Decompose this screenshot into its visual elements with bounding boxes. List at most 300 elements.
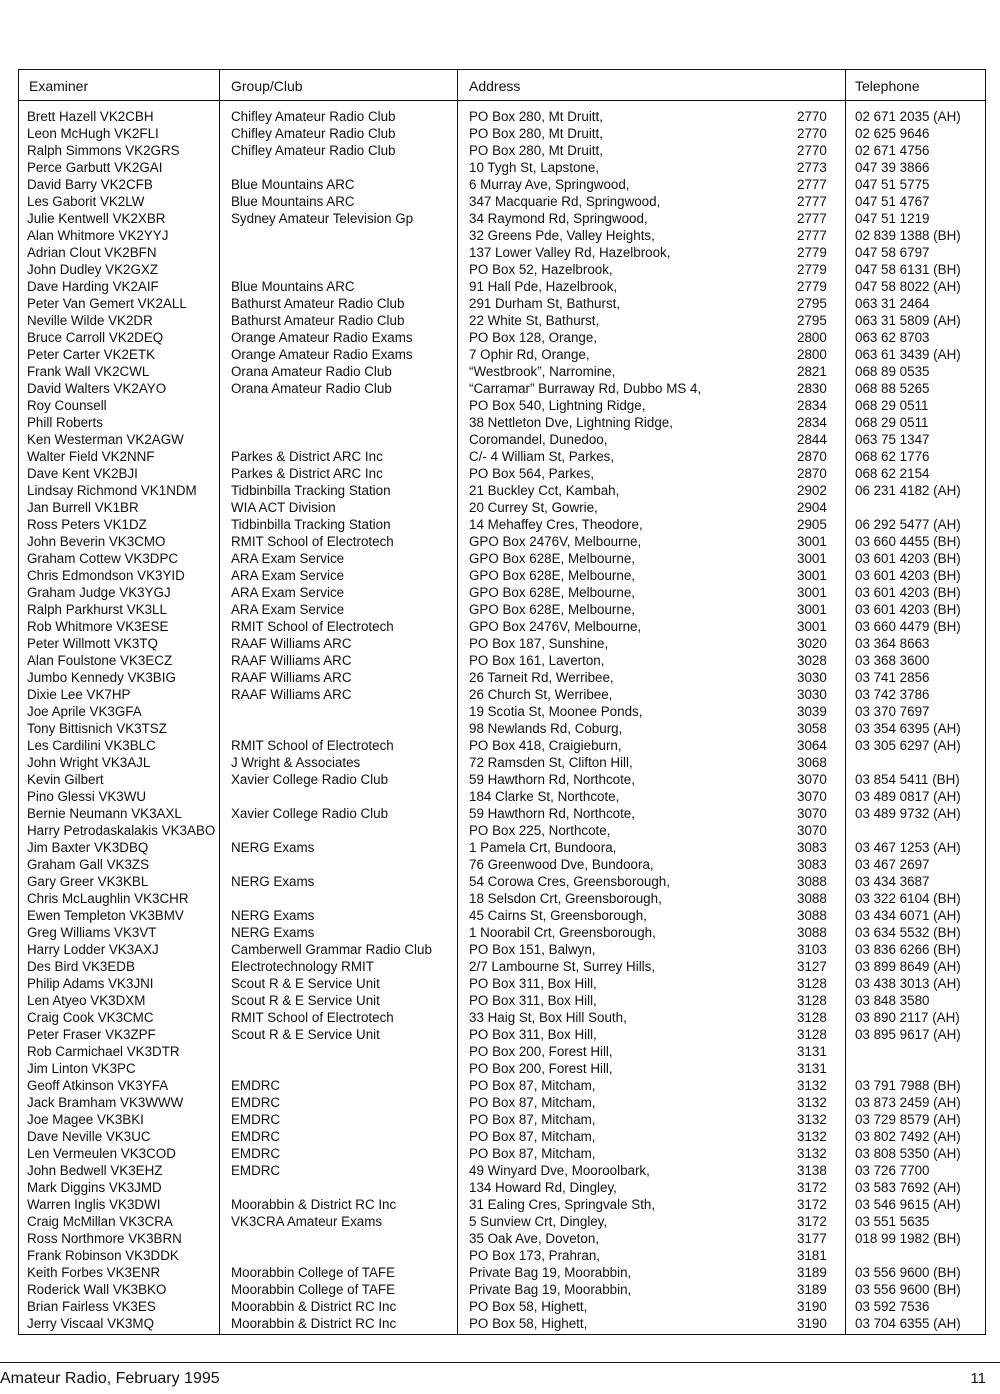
table-row xyxy=(19,1179,985,1196)
postcode-cell: 3028 xyxy=(797,653,827,668)
table-row xyxy=(19,839,985,856)
telephone-cell: 03 848 3580 xyxy=(855,993,930,1008)
group-cell: Xavier College Radio Club xyxy=(231,772,389,787)
group-cell: Sydney Amateur Television Gp xyxy=(231,211,414,226)
table-row xyxy=(19,346,985,363)
examiner-cell: Les Cardilini VK3BLC xyxy=(27,738,156,753)
telephone-cell: 03 467 2697 xyxy=(855,857,930,872)
postcode-cell: 3070 xyxy=(797,806,827,821)
telephone-cell: 03 704 6355 (AH) xyxy=(855,1316,961,1331)
telephone-cell: 047 58 6797 xyxy=(855,245,930,260)
examiner-cell: Jim Baxter VK3DBQ xyxy=(27,840,149,855)
address-cell: 6 Murray Ave, Springwood, xyxy=(469,177,630,192)
address-cell: 19 Scotia St, Moonee Ponds, xyxy=(469,704,643,719)
telephone-cell: 03 854 5411 (BH) xyxy=(855,772,960,787)
table-row xyxy=(19,873,985,890)
table-row xyxy=(19,108,985,125)
group-cell: J Wright & Associates xyxy=(231,755,361,770)
postcode-cell: 3138 xyxy=(797,1163,827,1178)
address-cell: GPO Box 628E, Melbourne, xyxy=(469,602,635,617)
postcode-cell: 2779 xyxy=(797,245,827,260)
table-row xyxy=(19,1077,985,1094)
examiner-cell: Alan Foulstone VK3ECZ xyxy=(27,653,173,668)
address-cell: PO Box 418, Craigieburn, xyxy=(469,738,622,753)
table-row xyxy=(19,567,985,584)
examiner-cell: Joe Aprile VK3GFA xyxy=(27,704,142,719)
group-cell: Moorabbin & District RC Inc xyxy=(231,1197,397,1212)
telephone-cell: 03 305 6297 (AH) xyxy=(855,738,961,753)
postcode-cell: 3001 xyxy=(797,619,827,634)
postcode-cell: 3088 xyxy=(797,908,827,923)
examiner-cell: Lindsay Richmond VK1NDM xyxy=(27,483,197,498)
table-row xyxy=(19,992,985,1009)
table-row xyxy=(19,958,985,975)
table-row xyxy=(19,499,985,516)
telephone-cell: 03 601 4203 (BH) xyxy=(855,568,961,583)
examiner-cell: Neville Wilde VK2DR xyxy=(27,313,153,328)
postcode-cell: 3058 xyxy=(797,721,827,736)
postcode-cell: 2770 xyxy=(797,126,827,141)
postcode-cell: 2777 xyxy=(797,194,827,209)
group-cell: Bathurst Amateur Radio Club xyxy=(231,313,405,328)
group-cell: ARA Exam Service xyxy=(231,602,345,617)
table-row xyxy=(19,448,985,465)
address-cell: PO Box 200, Forest Hill, xyxy=(469,1061,613,1076)
examiner-cell: Les Gaborit VK2LW xyxy=(27,194,145,209)
address-cell: PO Box 161, Laverton, xyxy=(469,653,605,668)
address-cell: PO Box 151, Balwyn, xyxy=(469,942,596,957)
table-row xyxy=(19,907,985,924)
table-row xyxy=(19,414,985,431)
telephone-cell: 063 62 8703 xyxy=(855,330,930,345)
postcode-cell: 3132 xyxy=(797,1129,827,1144)
telephone-cell: 03 364 8663 xyxy=(855,636,930,651)
telephone-cell: 018 99 1982 (BH) xyxy=(855,1231,961,1246)
address-cell: 291 Durham St, Bathurst, xyxy=(469,296,621,311)
postcode-cell: 2905 xyxy=(797,517,827,532)
postcode-cell: 3070 xyxy=(797,823,827,838)
address-cell: PO Box 87, Mitcham, xyxy=(469,1146,596,1161)
table-row xyxy=(19,635,985,652)
examiner-cell: Graham Judge VK3YGJ xyxy=(27,585,171,600)
examiner-cell: Jerry Viscaal VK3MQ xyxy=(27,1316,155,1331)
table-row xyxy=(19,1060,985,1077)
group-cell: Blue Mountains ARC xyxy=(231,279,355,294)
postcode-cell: 3127 xyxy=(797,959,827,974)
telephone-cell: 03 802 7492 (AH) xyxy=(855,1129,961,1144)
telephone-cell: 068 88 5265 xyxy=(855,381,930,396)
postcode-cell: 3181 xyxy=(797,1248,827,1263)
table-row xyxy=(19,1196,985,1213)
telephone-cell: 03 660 4479 (BH) xyxy=(855,619,961,634)
examiner-cell: Len Vermeulen VK3COD xyxy=(27,1146,176,1161)
address-cell: 49 Winyard Dve, Mooroolbark, xyxy=(469,1163,650,1178)
examiner-cell: Pino Glessi VK3WU xyxy=(27,789,147,804)
address-cell: 134 Howard Rd, Dingley, xyxy=(469,1180,617,1195)
address-cell: 137 Lower Valley Rd, Hazelbrook, xyxy=(469,245,671,260)
examiner-cell: Keith Forbes VK3ENR xyxy=(27,1265,161,1280)
telephone-cell: 03 438 3013 (AH) xyxy=(855,976,961,991)
examiner-cell: John Beverin VK3CMO xyxy=(27,534,166,549)
table-row xyxy=(19,142,985,159)
telephone-cell: 03 742 3786 xyxy=(855,687,930,702)
telephone-cell: 03 808 5350 (AH) xyxy=(855,1146,961,1161)
telephone-cell: 03 601 4203 (BH) xyxy=(855,551,961,566)
group-cell: Camberwell Grammar Radio Club xyxy=(231,942,432,957)
telephone-cell: 03 322 6104 (BH) xyxy=(855,891,961,906)
table-row xyxy=(19,550,985,567)
telephone-cell: 03 729 8579 (AH) xyxy=(855,1112,961,1127)
postcode-cell: 3088 xyxy=(797,891,827,906)
address-cell: 34 Raymond Rd, Springwood, xyxy=(469,211,648,226)
address-cell: PO Box 58, Highett, xyxy=(469,1316,588,1331)
address-cell: 21 Buckley Cct, Kambah, xyxy=(469,483,620,498)
table-row xyxy=(19,533,985,550)
address-cell: 45 Cairns St, Greensborough, xyxy=(469,908,647,923)
address-cell: 1 Noorabil Crt, Greensborough, xyxy=(469,925,656,940)
address-cell: PO Box 173, Prahran, xyxy=(469,1248,601,1263)
address-cell: GPO Box 628E, Melbourne, xyxy=(469,551,635,566)
postcode-cell: 2870 xyxy=(797,449,827,464)
address-cell: PO Box 87, Mitcham, xyxy=(469,1129,596,1144)
address-cell: PO Box 87, Mitcham, xyxy=(469,1112,596,1127)
address-cell: 1 Pamela Crt, Bundoora, xyxy=(469,840,617,855)
address-cell: Coromandel, Dunedoo, xyxy=(469,432,608,447)
telephone-cell: 03 660 4455 (BH) xyxy=(855,534,961,549)
postcode-cell: 2795 xyxy=(797,296,827,311)
telephone-cell: 03 368 3600 xyxy=(855,653,930,668)
group-cell: Scout R & E Service Unit xyxy=(231,976,380,991)
examiner-cell: Dave Harding VK2AIF xyxy=(27,279,159,294)
telephone-cell: 03 370 7697 xyxy=(855,704,930,719)
address-cell: PO Box 128, Orange, xyxy=(469,330,598,345)
group-cell: Blue Mountains ARC xyxy=(231,194,355,209)
header-rule xyxy=(19,100,985,101)
group-cell: NERG Exams xyxy=(231,874,315,889)
examiner-cell: Walter Field VK2NNF xyxy=(27,449,155,464)
address-cell: PO Box 311, Box Hill, xyxy=(469,976,597,991)
examiner-cell: Ross Peters VK1DZ xyxy=(27,517,147,532)
table-row xyxy=(19,465,985,482)
group-cell: NERG Exams xyxy=(231,908,315,923)
telephone-cell: 03 489 0817 (AH) xyxy=(855,789,961,804)
group-cell: Electrotechnology RMIT xyxy=(231,959,374,974)
table-row xyxy=(19,516,985,533)
examiner-cell: Roderick Wall VK3BKO xyxy=(27,1282,167,1297)
postcode-cell: 2777 xyxy=(797,211,827,226)
examiner-cell: Ralph Parkhurst VK3LL xyxy=(27,602,167,617)
address-cell: 2/7 Lambourne St, Surrey Hills, xyxy=(469,959,656,974)
examiner-cell: John Wright VK3AJL xyxy=(27,755,151,770)
table-row xyxy=(19,244,985,261)
table-row xyxy=(19,890,985,907)
postcode-cell: 3001 xyxy=(797,585,827,600)
postcode-cell: 2777 xyxy=(797,177,827,192)
group-cell: EMDRC xyxy=(231,1146,281,1161)
examiner-cell: Ralph Simmons VK2GRS xyxy=(27,143,180,158)
group-cell: Orange Amateur Radio Exams xyxy=(231,330,413,345)
table-row xyxy=(19,125,985,142)
address-cell: 347 Macquarie Rd, Springwood, xyxy=(469,194,661,209)
telephone-cell: 068 89 0535 xyxy=(855,364,930,379)
telephone-cell: 02 671 2035 (AH) xyxy=(855,109,961,124)
telephone-cell: 063 75 1347 xyxy=(855,432,930,447)
address-cell: PO Box 540, Lightning Ridge, xyxy=(469,398,646,413)
examiner-cell: Frank Robinson VK3DDK xyxy=(27,1248,179,1263)
address-cell: 10 Tygh St, Lapstone, xyxy=(469,160,600,175)
telephone-cell: 03 601 4203 (BH) xyxy=(855,602,961,617)
postcode-cell: 3088 xyxy=(797,874,827,889)
table-row xyxy=(19,941,985,958)
table-row xyxy=(19,584,985,601)
table-row xyxy=(19,1111,985,1128)
table-row xyxy=(19,312,985,329)
postcode-cell: 3189 xyxy=(797,1282,827,1297)
examiner-cell: Chris McLaughlin VK3CHR xyxy=(27,891,189,906)
address-cell: 59 Hawthorn Rd, Northcote, xyxy=(469,772,635,787)
table-row xyxy=(19,1230,985,1247)
table-row xyxy=(19,1162,985,1179)
postcode-cell: 2770 xyxy=(797,109,827,124)
address-cell: PO Box 87, Mitcham, xyxy=(469,1078,596,1093)
table-row xyxy=(19,261,985,278)
table-row xyxy=(19,1009,985,1026)
address-cell: PO Box 225, Northcote, xyxy=(469,823,611,838)
group-cell: Orange Amateur Radio Exams xyxy=(231,347,413,362)
examiner-cell: Ewen Templeton VK3BMV xyxy=(27,908,184,923)
telephone-cell: 03 741 2856 xyxy=(855,670,930,685)
examiner-cell: Harry Petrodaskalakis VK3ABO xyxy=(27,823,216,838)
group-cell: Orana Amateur Radio Club xyxy=(231,364,392,379)
table-row xyxy=(19,1264,985,1281)
examiner-cell: Dave Neville VK3UC xyxy=(27,1129,151,1144)
table-row xyxy=(19,805,985,822)
table-row xyxy=(19,159,985,176)
group-cell: Moorabbin College of TAFE xyxy=(231,1282,395,1297)
telephone-cell: 03 551 5635 xyxy=(855,1214,930,1229)
group-cell: EMDRC xyxy=(231,1129,281,1144)
examiner-cell: Harry Lodder VK3AXJ xyxy=(27,942,159,957)
postcode-cell: 2902 xyxy=(797,483,827,498)
examiner-cell: Gary Greer VK3KBL xyxy=(27,874,149,889)
group-cell: RAAF Williams ARC xyxy=(231,670,352,685)
postcode-cell: 3131 xyxy=(797,1061,827,1076)
postcode-cell: 2821 xyxy=(797,364,827,379)
address-cell: PO Box 311, Box Hill, xyxy=(469,1027,597,1042)
address-cell: 54 Corowa Cres, Greensborough, xyxy=(469,874,670,889)
address-cell: 76 Greenwood Dve, Bundoora, xyxy=(469,857,654,872)
table-row xyxy=(19,822,985,839)
address-cell: 91 Hall Pde, Hazelbrook, xyxy=(469,279,618,294)
examiner-cell: Tony Bittisnich VK3TSZ xyxy=(27,721,167,736)
examiner-cell: Leon McHugh VK2FLI xyxy=(27,126,159,141)
address-cell: “Carramar” Burraway Rd, Dubbo MS 4, xyxy=(469,381,702,396)
examiner-cell: Greg Williams VK3VT xyxy=(27,925,157,940)
table-row xyxy=(19,1145,985,1162)
group-cell: NERG Exams xyxy=(231,925,315,940)
group-cell: Scout R & E Service Unit xyxy=(231,993,380,1008)
examiner-cell: Brian Fairless VK3ES xyxy=(27,1299,156,1314)
group-cell: VK3CRA Amateur Exams xyxy=(231,1214,383,1229)
examiner-cell: Graham Gall VK3ZS xyxy=(27,857,150,872)
telephone-cell: 03 895 9617 (AH) xyxy=(855,1027,961,1042)
address-cell: 98 Newlands Rd, Coburg, xyxy=(469,721,623,736)
examiner-cell: Peter Fraser VK3ZPF xyxy=(27,1027,156,1042)
examiner-cell: Dixie Lee VK7HP xyxy=(27,687,131,702)
postcode-cell: 3103 xyxy=(797,942,827,957)
postcode-cell: 3172 xyxy=(797,1197,827,1212)
examiner-cell: David Barry VK2CFB xyxy=(27,177,153,192)
group-cell: Scout R & E Service Unit xyxy=(231,1027,380,1042)
table-row xyxy=(19,975,985,992)
postcode-cell: 3190 xyxy=(797,1316,827,1331)
examiner-cell: Jack Bramham VK3WWW xyxy=(27,1095,184,1110)
postcode-cell: 3039 xyxy=(797,704,827,719)
examiner-cell: Dave Kent VK2BJI xyxy=(27,466,138,481)
header-address: Address xyxy=(469,78,521,94)
examiner-cell: Brett Hazell VK2CBH xyxy=(27,109,154,124)
table-row xyxy=(19,1213,985,1230)
table-row xyxy=(19,193,985,210)
postcode-cell: 3030 xyxy=(797,687,827,702)
telephone-cell: 03 592 7536 xyxy=(855,1299,930,1314)
examiners-table xyxy=(18,69,986,1335)
telephone-cell: 047 39 3866 xyxy=(855,160,930,175)
table-row xyxy=(19,686,985,703)
table-row xyxy=(19,380,985,397)
table-row xyxy=(19,227,985,244)
examiner-cell: David Walters VK2AYO xyxy=(27,381,167,396)
examiner-cell: Phill Roberts xyxy=(27,415,103,430)
table-row xyxy=(19,754,985,771)
address-cell: 31 Ealing Cres, Springvale Sth, xyxy=(469,1197,656,1212)
address-cell: 26 Church St, Werribee, xyxy=(469,687,613,702)
postcode-cell: 3083 xyxy=(797,840,827,855)
postcode-cell: 3001 xyxy=(797,568,827,583)
telephone-cell: 03 634 5532 (BH) xyxy=(855,925,961,940)
table-row xyxy=(19,669,985,686)
telephone-cell: 047 51 1219 xyxy=(855,211,930,226)
group-cell: Blue Mountains ARC xyxy=(231,177,355,192)
postcode-cell: 3068 xyxy=(797,755,827,770)
postcode-cell: 2834 xyxy=(797,415,827,430)
postcode-cell: 3128 xyxy=(797,976,827,991)
postcode-cell: 3132 xyxy=(797,1078,827,1093)
table-row xyxy=(19,397,985,414)
postcode-cell: 2777 xyxy=(797,228,827,243)
telephone-cell: 068 62 1776 xyxy=(855,449,930,464)
group-cell: EMDRC xyxy=(231,1095,281,1110)
telephone-cell: 06 231 4182 (AH) xyxy=(855,483,961,498)
group-cell: Moorabbin & District RC Inc xyxy=(231,1299,397,1314)
table-row xyxy=(19,278,985,295)
address-cell: 33 Haig St, Box Hill South, xyxy=(469,1010,627,1025)
address-cell: PO Box 58, Highett, xyxy=(469,1299,588,1314)
telephone-cell: 03 791 7988 (BH) xyxy=(855,1078,961,1093)
group-cell: EMDRC xyxy=(231,1112,281,1127)
group-cell: ARA Exam Service xyxy=(231,568,345,583)
examiner-cell: Jim Linton VK3PC xyxy=(27,1061,136,1076)
address-cell: 72 Ramsden St, Clifton Hill, xyxy=(469,755,633,770)
examiner-cell: John Dudley VK2GXZ xyxy=(27,262,158,277)
address-cell: Private Bag 19, Moorabbin, xyxy=(469,1265,632,1280)
postcode-cell: 3172 xyxy=(797,1214,827,1229)
postcode-cell: 3001 xyxy=(797,534,827,549)
header-group-club: Group/Club xyxy=(231,78,303,94)
group-cell: RMIT School of Electrotech xyxy=(231,738,394,753)
address-cell: PO Box 280, Mt Druitt, xyxy=(469,109,603,124)
examiner-cell: Kevin Gilbert xyxy=(27,772,104,787)
telephone-cell: 047 51 4767 xyxy=(855,194,930,209)
telephone-cell: 03 434 6071 (AH) xyxy=(855,908,961,923)
table-row xyxy=(19,482,985,499)
address-cell: 20 Currey St, Gowrie, xyxy=(469,500,598,515)
group-cell: EMDRC xyxy=(231,1163,281,1178)
address-cell: PO Box 200, Forest Hill, xyxy=(469,1044,613,1059)
postcode-cell: 3030 xyxy=(797,670,827,685)
table-row xyxy=(19,363,985,380)
group-cell: RMIT School of Electrotech xyxy=(231,619,394,634)
table-row xyxy=(19,601,985,618)
header-examiner: Examiner xyxy=(29,78,89,94)
telephone-cell: 03 354 6395 (AH) xyxy=(855,721,961,736)
examiner-cell: Craig McMillan VK3CRA xyxy=(27,1214,173,1229)
telephone-cell: 03 873 2459 (AH) xyxy=(855,1095,961,1110)
group-cell: ARA Exam Service xyxy=(231,551,345,566)
address-cell: 38 Nettleton Dve, Lightning Ridge, xyxy=(469,415,673,430)
examiner-cell: Philip Adams VK3JNI xyxy=(27,976,154,991)
address-cell: 18 Selsdon Crt, Greensborough, xyxy=(469,891,662,906)
examiner-cell: Perce Garbutt VK2GAI xyxy=(27,160,163,175)
examiner-cell: Rob Carmichael VK3DTR xyxy=(27,1044,180,1059)
group-cell: NERG Exams xyxy=(231,840,315,855)
examiner-cell: Frank Wall VK2CWL xyxy=(27,364,150,379)
postcode-cell: 3020 xyxy=(797,636,827,651)
address-cell: 32 Greens Pde, Valley Heights, xyxy=(469,228,655,243)
table-row xyxy=(19,652,985,669)
postcode-cell: 3064 xyxy=(797,738,827,753)
telephone-cell: 02 625 9646 xyxy=(855,126,930,141)
examiner-cell: Peter Willmott VK3TQ xyxy=(27,636,158,651)
telephone-cell: 03 836 6266 (BH) xyxy=(855,942,961,957)
telephone-cell: 047 51 5775 xyxy=(855,177,930,192)
postcode-cell: 3001 xyxy=(797,602,827,617)
postcode-cell: 3083 xyxy=(797,857,827,872)
group-cell: Parkes & District ARC Inc xyxy=(231,466,383,481)
examiner-cell: Len Atyeo VK3DXM xyxy=(27,993,146,1008)
address-cell: 59 Hawthorn Rd, Northcote, xyxy=(469,806,635,821)
postcode-cell: 2779 xyxy=(797,279,827,294)
address-cell: C/- 4 William St, Parkes, xyxy=(469,449,615,464)
page-number: 11 xyxy=(970,1370,986,1387)
table-row xyxy=(19,788,985,805)
examiner-cell: Roy Counsell xyxy=(27,398,107,413)
telephone-cell: 047 58 6131 (BH) xyxy=(855,262,961,277)
address-cell: 184 Clarke St, Northcote, xyxy=(469,789,620,804)
address-cell: Private Bag 19, Moorabbin, xyxy=(469,1282,632,1297)
examiner-cell: Warren Inglis VK3DWI xyxy=(27,1197,161,1212)
address-cell: 14 Mehaffey Cres, Theodore, xyxy=(469,517,643,532)
table-row xyxy=(19,1298,985,1315)
postcode-cell: 2800 xyxy=(797,330,827,345)
table-row xyxy=(19,1094,985,1111)
group-cell: EMDRC xyxy=(231,1078,281,1093)
postcode-cell: 2834 xyxy=(797,398,827,413)
group-cell: RAAF Williams ARC xyxy=(231,687,352,702)
examiner-cell: John Bedwell VK3EHZ xyxy=(27,1163,163,1178)
address-cell: “Westbrook”, Narromine, xyxy=(469,364,616,379)
table-row xyxy=(19,1043,985,1060)
